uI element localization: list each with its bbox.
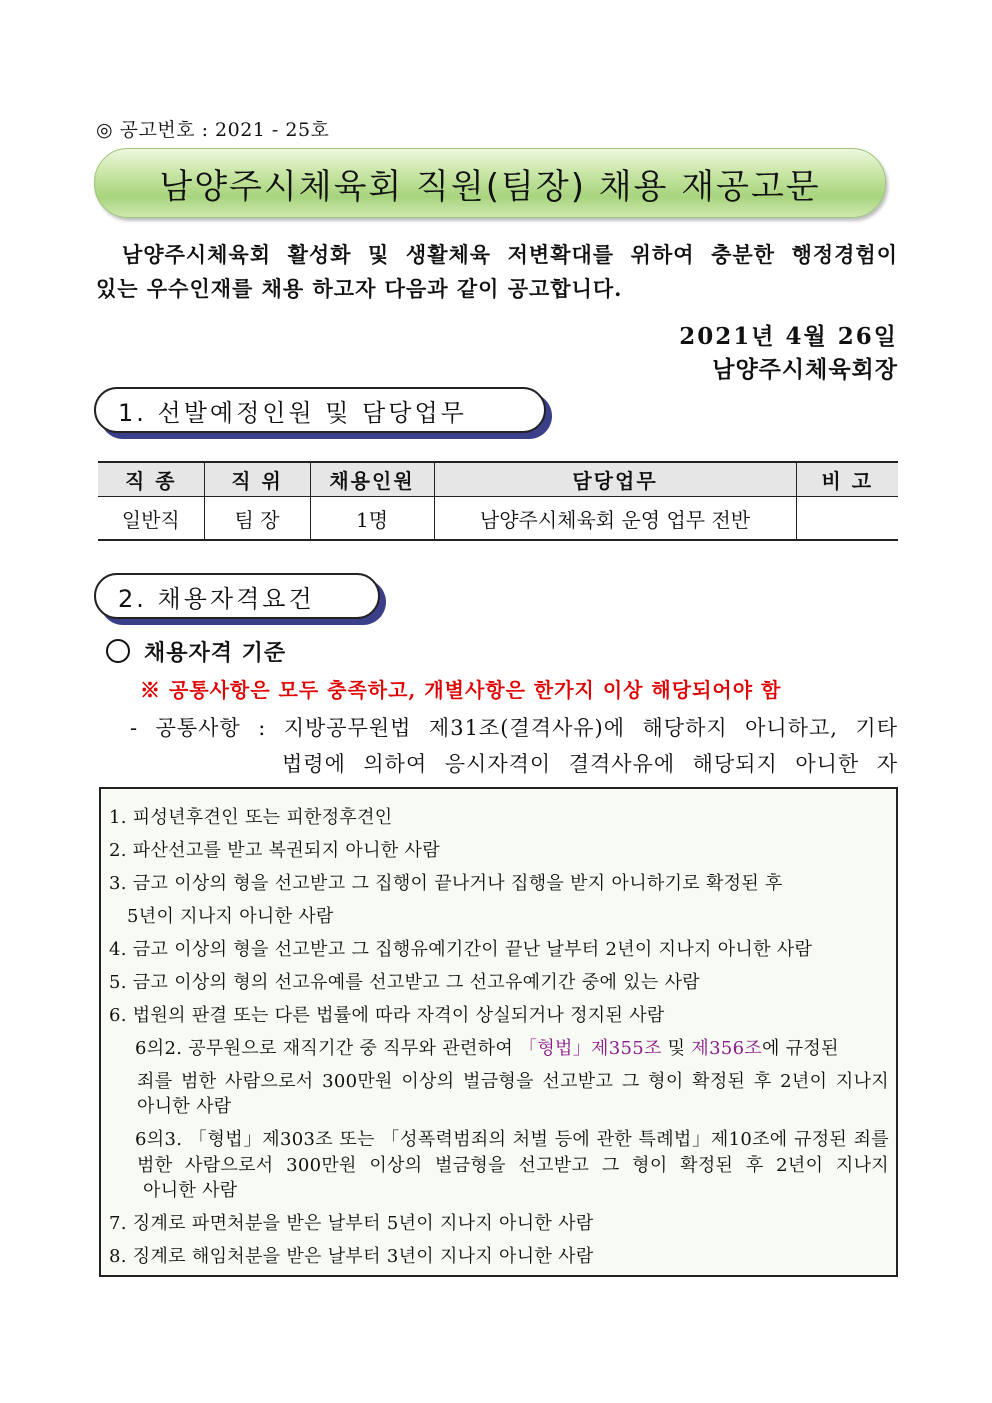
intro-line-1: 남양주시체육회 활성화 및 생활체육 저변확대를 위하여 충분한 행정경험이 (122, 242, 898, 267)
list-item: 범한 사람으로서 300만원 이상의 벌금형을 선고받고 그 형이 확정된 후 2년이 지나지 (137, 1155, 889, 1176)
cell-position: 팀 장 (204, 497, 310, 541)
common-requirement-line-2: 법령에 의하여 응시자격이 결격사유에 해당되지 아니한 자 (282, 752, 898, 776)
item-6-2-and: 및 (661, 1038, 692, 1059)
intro-paragraph (96, 238, 898, 306)
page-title (94, 148, 886, 218)
criteria-title-text: 채용자격 기준 (144, 640, 287, 666)
circle-bullet-icon (106, 639, 130, 663)
section1-heading (94, 387, 546, 433)
table-row (98, 497, 898, 541)
intro-line-2: 있는 우수인재를 채용 하고자 다음과 같이 공고합니다. (96, 276, 623, 301)
header-position: 직 위 (204, 462, 310, 497)
section2-heading (94, 573, 380, 619)
header-remarks: 비 고 (796, 462, 898, 497)
list-item: 4. 금고 이상의 형을 선고받고 그 집행유예기간이 끝난 날부터 2년이 지나지 아니한 사람 (109, 939, 813, 960)
section2-heading-text: 2. 채용자격요건 (118, 584, 315, 613)
criminal-act-article: 제356조 (691, 1038, 763, 1059)
announcement-date: 2021년 4월 26일 (679, 323, 898, 350)
list-item: 3. 금고 이상의 형을 선고받고 그 집행이 끝나거나 집행을 받지 아니하기로 확정된 후 (109, 873, 783, 894)
list-item: 죄를 범한 사람으로서 300만원 이상의 벌금형을 선고받고 그 형이 확정된 후 2년이 지나지 (137, 1071, 889, 1092)
list-item: 6의3. 「형법」제303조 또는 「성폭력범죄의 처벌 등에 관한 특례법」제10조에 규정된 죄를 (135, 1129, 889, 1150)
requirement-note: ※ 공통사항은 모두 충족하고, 개별사항은 한가지 이상 해당되어야 함 (140, 678, 782, 702)
list-item: 1. 피성년후견인 또는 피한정후견인 (109, 807, 393, 828)
page-title-text: 남양주시체육회 직원(팀장) 채용 재공고문 (159, 166, 821, 207)
criminal-act-reference: 「형법」제355조 (519, 1038, 662, 1059)
criteria-title (106, 636, 286, 667)
positions-table (98, 461, 898, 541)
disqualification-box (99, 787, 898, 1277)
list-item: 5. 금고 이상의 형의 선고유예를 선고받고 그 선고유예기간 중에 있는 사람 (109, 972, 700, 993)
list-item: 8. 징계로 해임처분을 받은 날부터 3년이 지나지 아니한 사람 (109, 1246, 594, 1267)
table-header-row (98, 462, 898, 497)
cell-remarks (796, 497, 898, 541)
list-item: 7. 징계로 파면처분을 받은 날부터 5년이 지나지 아니한 사람 (109, 1213, 594, 1234)
list-item: 6. 법원의 판결 또는 다른 법률에 따라 자격이 상실되거나 정지된 사람 (109, 1005, 665, 1026)
cell-headcount: 1명 (310, 497, 434, 541)
cell-duties: 남양주시체육회 운영 업무 전반 (434, 497, 796, 541)
list-item (135, 1034, 839, 1060)
header-job-type: 직 종 (98, 462, 204, 497)
section1-heading-text: 1. 선발예정인원 및 담당업무 (118, 398, 467, 427)
list-item: 아니한 사람 (137, 1096, 232, 1117)
common-requirement-line-1: - 공통사항 : 지방공무원법 제31조(결격사유)에 해당하지 아니하고, 기타 (130, 716, 898, 740)
header-headcount: 채용인원 (310, 462, 434, 497)
list-item: 2. 파산선고를 받고 복권되지 아니한 사람 (109, 840, 440, 861)
list-item: 아니한 사람 (143, 1180, 238, 1201)
header-duties: 담당업무 (434, 462, 796, 497)
item-6-2-suffix: 에 규정된 (762, 1038, 839, 1059)
issuer-name: 남양주시체육회장 (712, 356, 898, 383)
notice-number: ◎ 공고번호 : 2021 - 25호 (96, 119, 330, 141)
item-6-2-text: 6의2. 공무원으로 재직기간 중 직무와 관련하여 (135, 1038, 520, 1059)
cell-job-type: 일반직 (98, 497, 204, 541)
list-item: 5년이 지나지 아니한 사람 (127, 906, 334, 927)
